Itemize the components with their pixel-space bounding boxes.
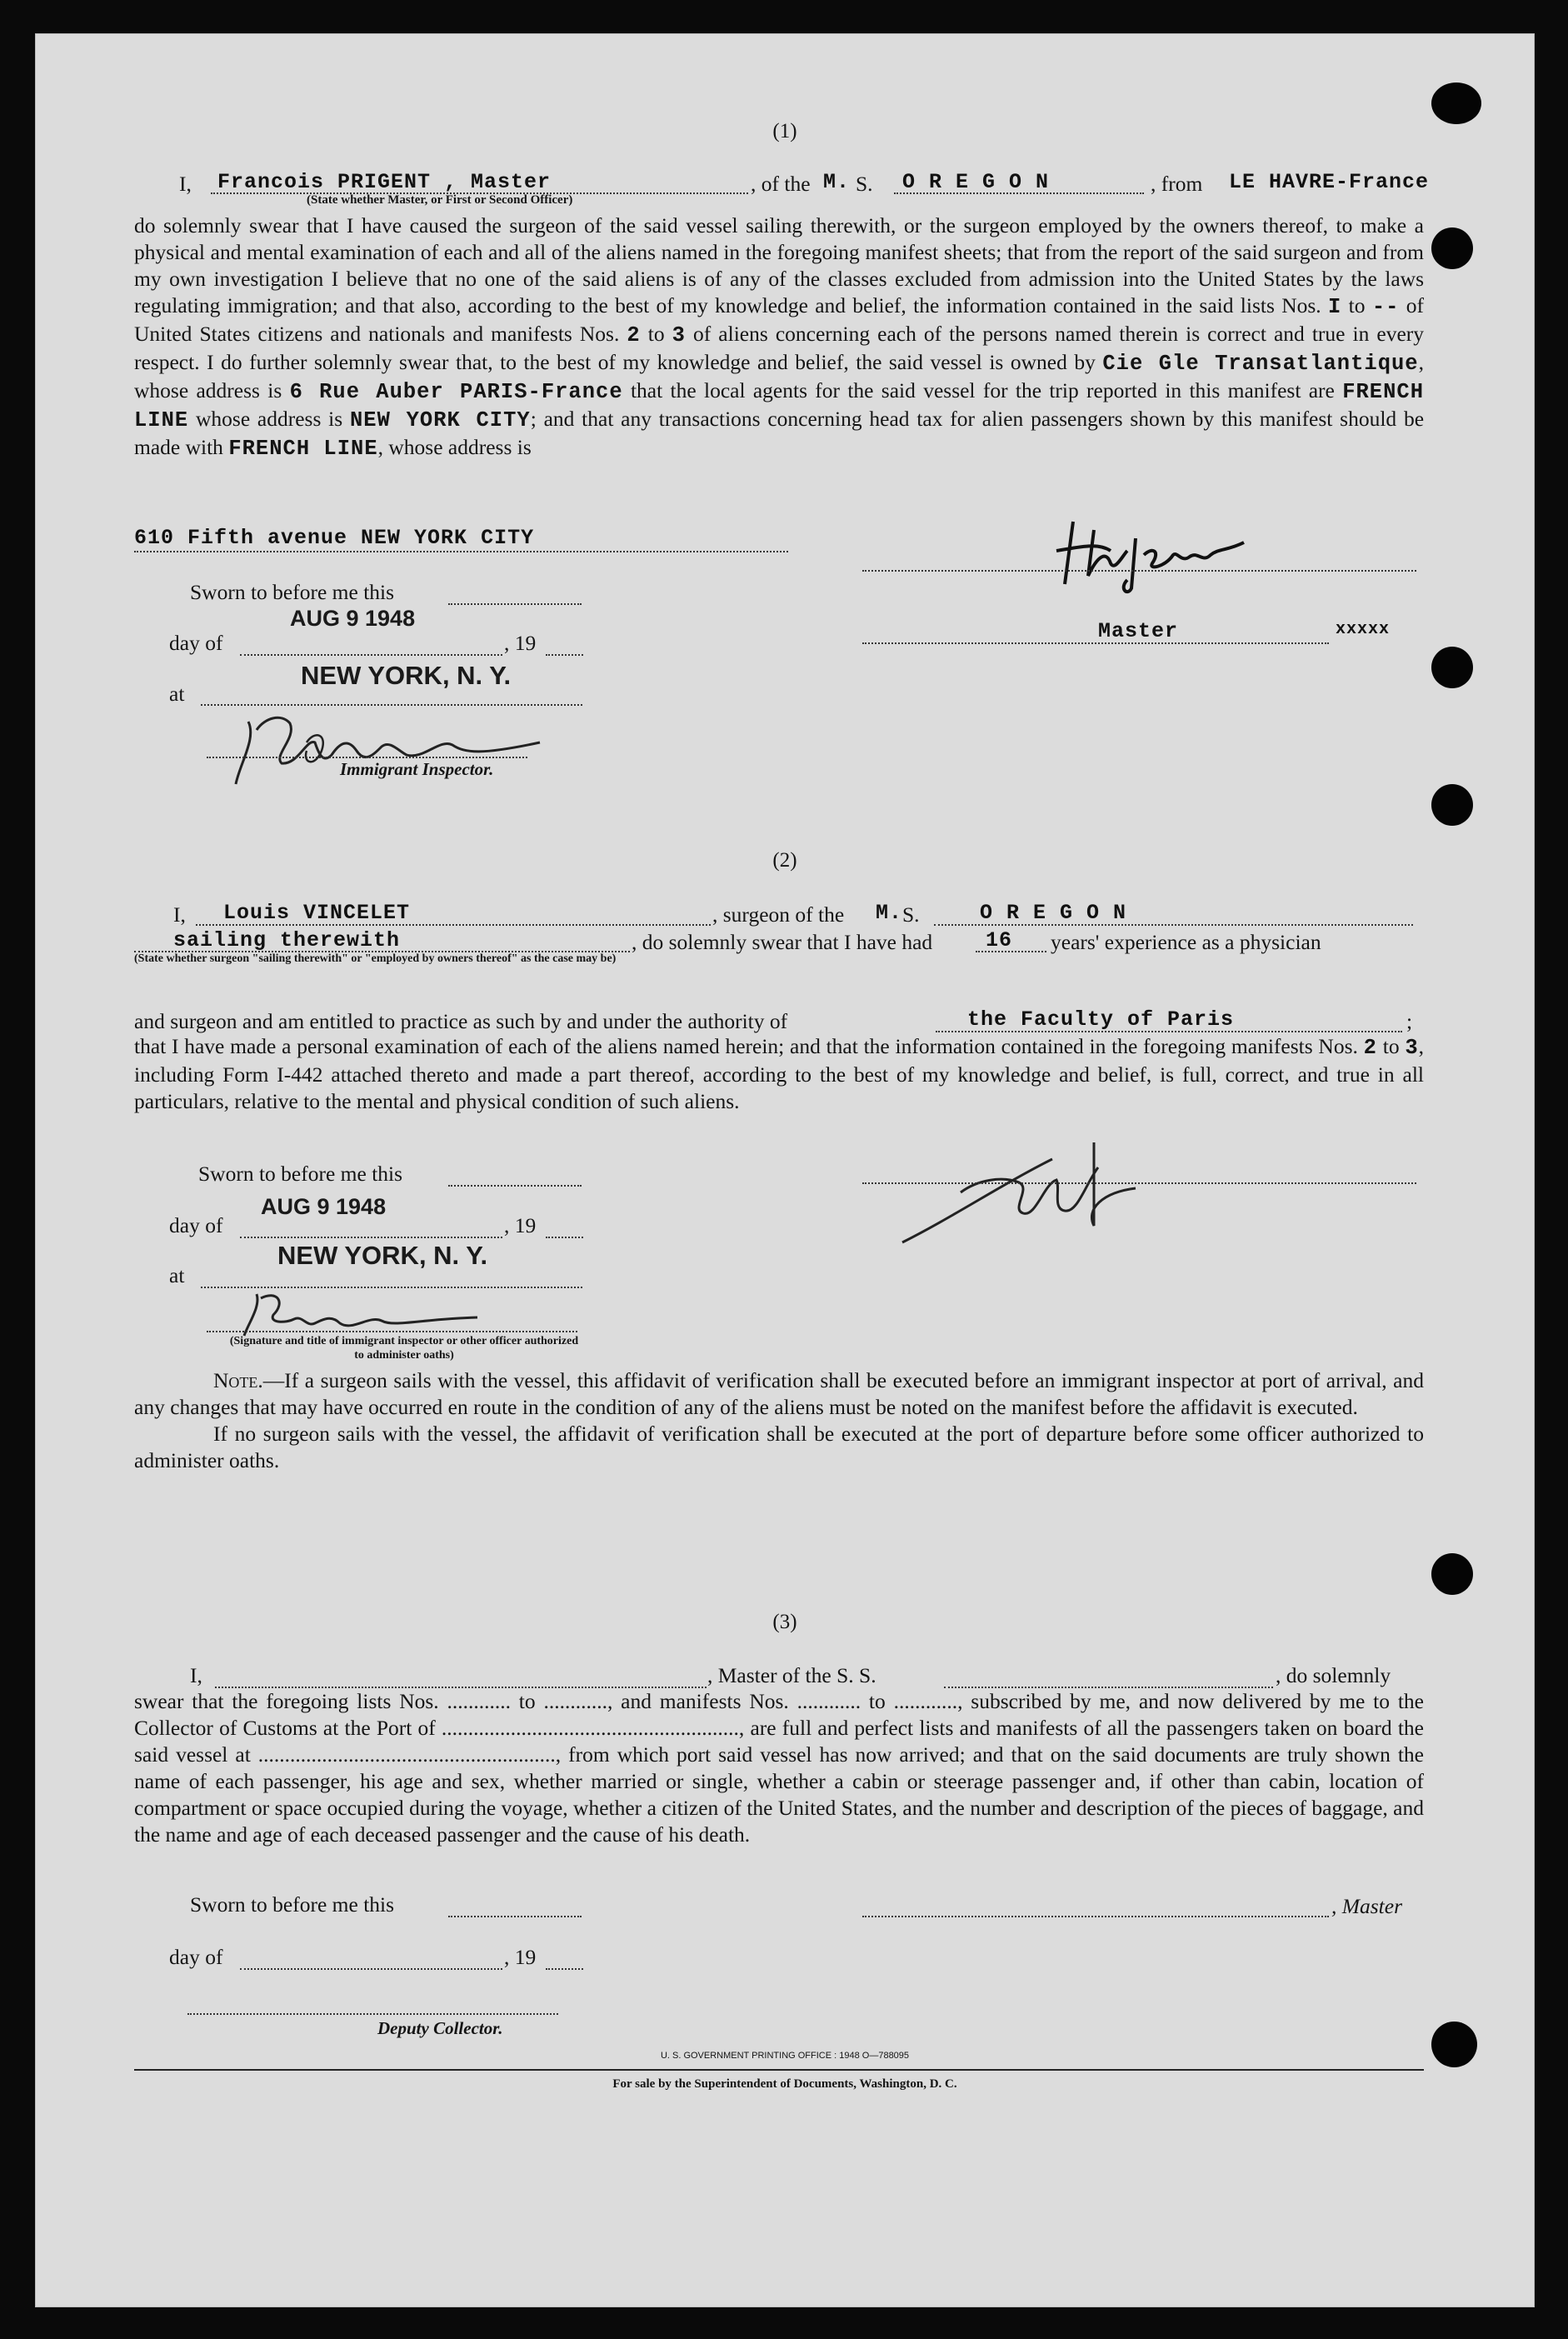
solemnly-label: , do solemnly [1276, 1663, 1391, 1687]
dotted-line [546, 1968, 583, 1970]
year-prefix: , 19 [504, 1213, 537, 1237]
master-label: , Master [1331, 1894, 1402, 1918]
dotted-line [448, 603, 582, 605]
inspector-signature [223, 705, 548, 797]
local-agents: FRENCH LINE [134, 380, 1425, 432]
ship-name: O R E G O N [980, 901, 1127, 925]
master-name: Francois PRIGENT , Master [217, 170, 552, 194]
ship-name: O R E G O N [902, 170, 1050, 194]
oath-intro-label: I, [173, 902, 186, 927]
of-the-label: , of the [751, 172, 811, 196]
at-label: at [169, 1263, 185, 1287]
dotted-line [240, 654, 502, 656]
place-stamp: NEW YORK, N. Y. [277, 1241, 488, 1270]
owner-address: 6 Rue Auber PARIS-France [289, 380, 623, 404]
dotted-line [187, 2013, 558, 2015]
date-stamp: AUG 9 1948 [290, 606, 416, 631]
dotted-line [862, 642, 1329, 644]
year-prefix: , 19 [504, 1945, 537, 1969]
lists-to: -- [1371, 295, 1400, 319]
surgeon-of-label: , surgeon of the [712, 902, 845, 927]
manifests-from: 2 [627, 323, 641, 347]
officer-caption: (Signature and title of immigrant inspector or other officer authorized to administer oaths) [229, 1335, 579, 1362]
at-label: at [169, 682, 185, 706]
dotted-line [207, 1331, 577, 1332]
day-of-label: day of [169, 1213, 223, 1237]
from-port: LE HAVRE-France [1229, 170, 1430, 194]
punch-hole [1431, 647, 1473, 688]
ship-prefix: M. [823, 170, 851, 194]
ship-s-label: S. [856, 172, 873, 196]
year-prefix: , 19 [504, 631, 537, 655]
lists-from: I [1328, 295, 1342, 319]
dotted-line [976, 951, 1046, 952]
agents-address: NEW YORK CITY [349, 408, 531, 432]
section-number: (2) [772, 849, 797, 872]
manifests-to: 3 [1405, 1036, 1419, 1060]
master-signature [1048, 505, 1265, 597]
day-of-label: day of [169, 631, 223, 655]
oath-intro-label: I, [190, 1663, 202, 1687]
dotted-line [134, 551, 788, 552]
dotted-line [894, 192, 1144, 194]
dotted-line [862, 1182, 1416, 1184]
collector-caption: Deputy Collector. [377, 2018, 503, 2038]
surgeon-signature [886, 1134, 1177, 1251]
punch-hole [1431, 1553, 1473, 1595]
surgeon-status: sailing therewith [173, 928, 401, 952]
headtax-address: 610 Fifth avenue NEW YORK CITY [134, 526, 535, 550]
section3-body: swear that the foregoing lists Nos. ............ to ............, and manifests Nos. ............ to ............, subscribed by me, and now delivered by me to the Collector of Customs at the Port of ........................................................, are full and perfect lists and manifests of all the passengers taken on board the said vessel at ........................................................, from which port said vessel has now arrived; and that on the said documents are truly shown the name of each passenger, his age and sex, whether married or single, whether a cabin or steerage passenger and, if other than cabin, location of compartment or space occupied during the voyage, whether a citizen of the United States, and the number and description of the pieces of baggage, and the name and age of each deceased passenger and the cause of his death. [134, 1689, 1424, 1847]
rank-note: (State whether Master, or First or Second Officer) [307, 193, 573, 207]
surgeon-oath-label: , do solemnly swear that I have had [632, 930, 933, 954]
dotted-line [546, 1237, 583, 1238]
dotted-line [240, 1968, 502, 1970]
struck-title: xxxxx [1336, 620, 1391, 639]
section1-body: do solemnly swear that I have caused the surgeon of the said vessel sailing therewith, or the surgeon employed by the owners thereof, to make a physical and mental examination of each and all of the aliens named in the foregoing manifest sheets; that from the report of the said surgeon and from my own investigation I believe that no one of the said aliens is of any of the classes excluded from admission into the United States by the laws regulating immigration; and that also, according to the best of my knowledge and belief, the information contained in the said lists Nos. I to -- of United States citizens and nationals and manifests Nos. 2 to 3 of aliens concerning each of the persons named therein is correct and true in every respect. I do further solemnly swear that, to the best of my knowledge and belief, the said vessel is owned by Cie Gle Transatlantique, whose address is 6 Rue Auber PARIS-France that the local agents for the said vessel for the trip reported in this manifest are FRENCH LINE whose address is NEW YORK CITY; and that any transactions concerning head tax for alien passengers shown by this manifest should be made with FRENCH LINE, whose address is [134, 213, 1425, 461]
dotted-line [936, 1031, 1402, 1032]
section-number: (1) [772, 120, 797, 142]
vessel-owner: Cie Gle Transatlantique [1102, 352, 1419, 376]
day-of-label: day of [169, 1945, 223, 1969]
ship-prefix: M. [876, 901, 903, 925]
printing-office-line: U. S. GOVERNMENT PRINTING OFFICE : 1948 O—788095 [660, 2051, 910, 2061]
sworn-label: Sworn to before me this [198, 1162, 403, 1186]
ship-s-label: S. [902, 902, 920, 927]
years-experience: 16 [986, 928, 1013, 952]
punch-hole [1431, 227, 1473, 269]
section2-body: that I have made a personal examination of each of the aliens named herein; and that the information contained in the foregoing manifests Nos. 2 to 3, including Form I-442 attached thereto and made a part thereof, according to the best of my knowledge and belief, is full, correct, and true in all particulars, relative to the mental and physical condition of such aliens. [134, 1034, 1425, 1113]
section-number: (3) [772, 1611, 797, 1633]
dotted-line [862, 1916, 1329, 1917]
punch-hole [1431, 784, 1473, 826]
dotted-line [240, 1237, 502, 1238]
dotted-line [546, 654, 583, 656]
dotted-line [448, 1916, 582, 1917]
punch-hole [1431, 82, 1481, 124]
inspector-caption: Immigrant Inspector. [340, 759, 494, 779]
sale-line: For sale by the Superintendent of Documents, Washington, D. C. [612, 2077, 957, 2091]
dotted-line [862, 570, 1416, 572]
place-stamp: NEW YORK, N. Y. [301, 661, 512, 690]
sworn-label: Sworn to before me this [190, 580, 395, 604]
manifest-affidavit-page [35, 33, 1535, 2307]
oath-intro-label: I, [179, 172, 192, 196]
practice-authority: the Faculty of Paris [967, 1007, 1235, 1032]
sworn-label: Sworn to before me this [190, 1892, 395, 1917]
master-of-label: , Master of the S. S. [707, 1663, 876, 1687]
years-label: years' experience as a physician [1051, 930, 1321, 954]
manifests-to: 3 [672, 323, 686, 347]
status-note: (State whether surgeon "sailing therewith" or "employed by owners thereof" as the case may be) [134, 952, 617, 965]
date-stamp: AUG 9 1948 [261, 1194, 387, 1219]
manifests-from: 2 [1363, 1036, 1377, 1060]
from-label: , from [1151, 172, 1203, 196]
footer-rule [134, 2069, 1424, 2071]
signer-title: Master [1098, 619, 1179, 643]
authority-label: and surgeon and am entitled to practice as such by and under the authority of [134, 1009, 788, 1033]
semicolon: ; [1406, 1009, 1413, 1033]
headtax-agent: FRENCH LINE [228, 437, 378, 461]
dotted-line [448, 1185, 582, 1187]
surgeon-name: Louis VINCELET [223, 901, 411, 925]
surgeon-note: Note.—If a surgeon sails with the vessel, this affidavit of verification shall be executed before an immigrant inspector at port of arrival, and any changes that may have occurred en route in the condition of any of the aliens must be noted on the manifest before the affidavit is executed. If no surgeon sails with the vessel, the affidavit of verification shall be executed at the port of departure before some officer authorized to administer oaths. [134, 1368, 1424, 1472]
dotted-line [934, 924, 1413, 926]
dotted-line [196, 924, 711, 926]
